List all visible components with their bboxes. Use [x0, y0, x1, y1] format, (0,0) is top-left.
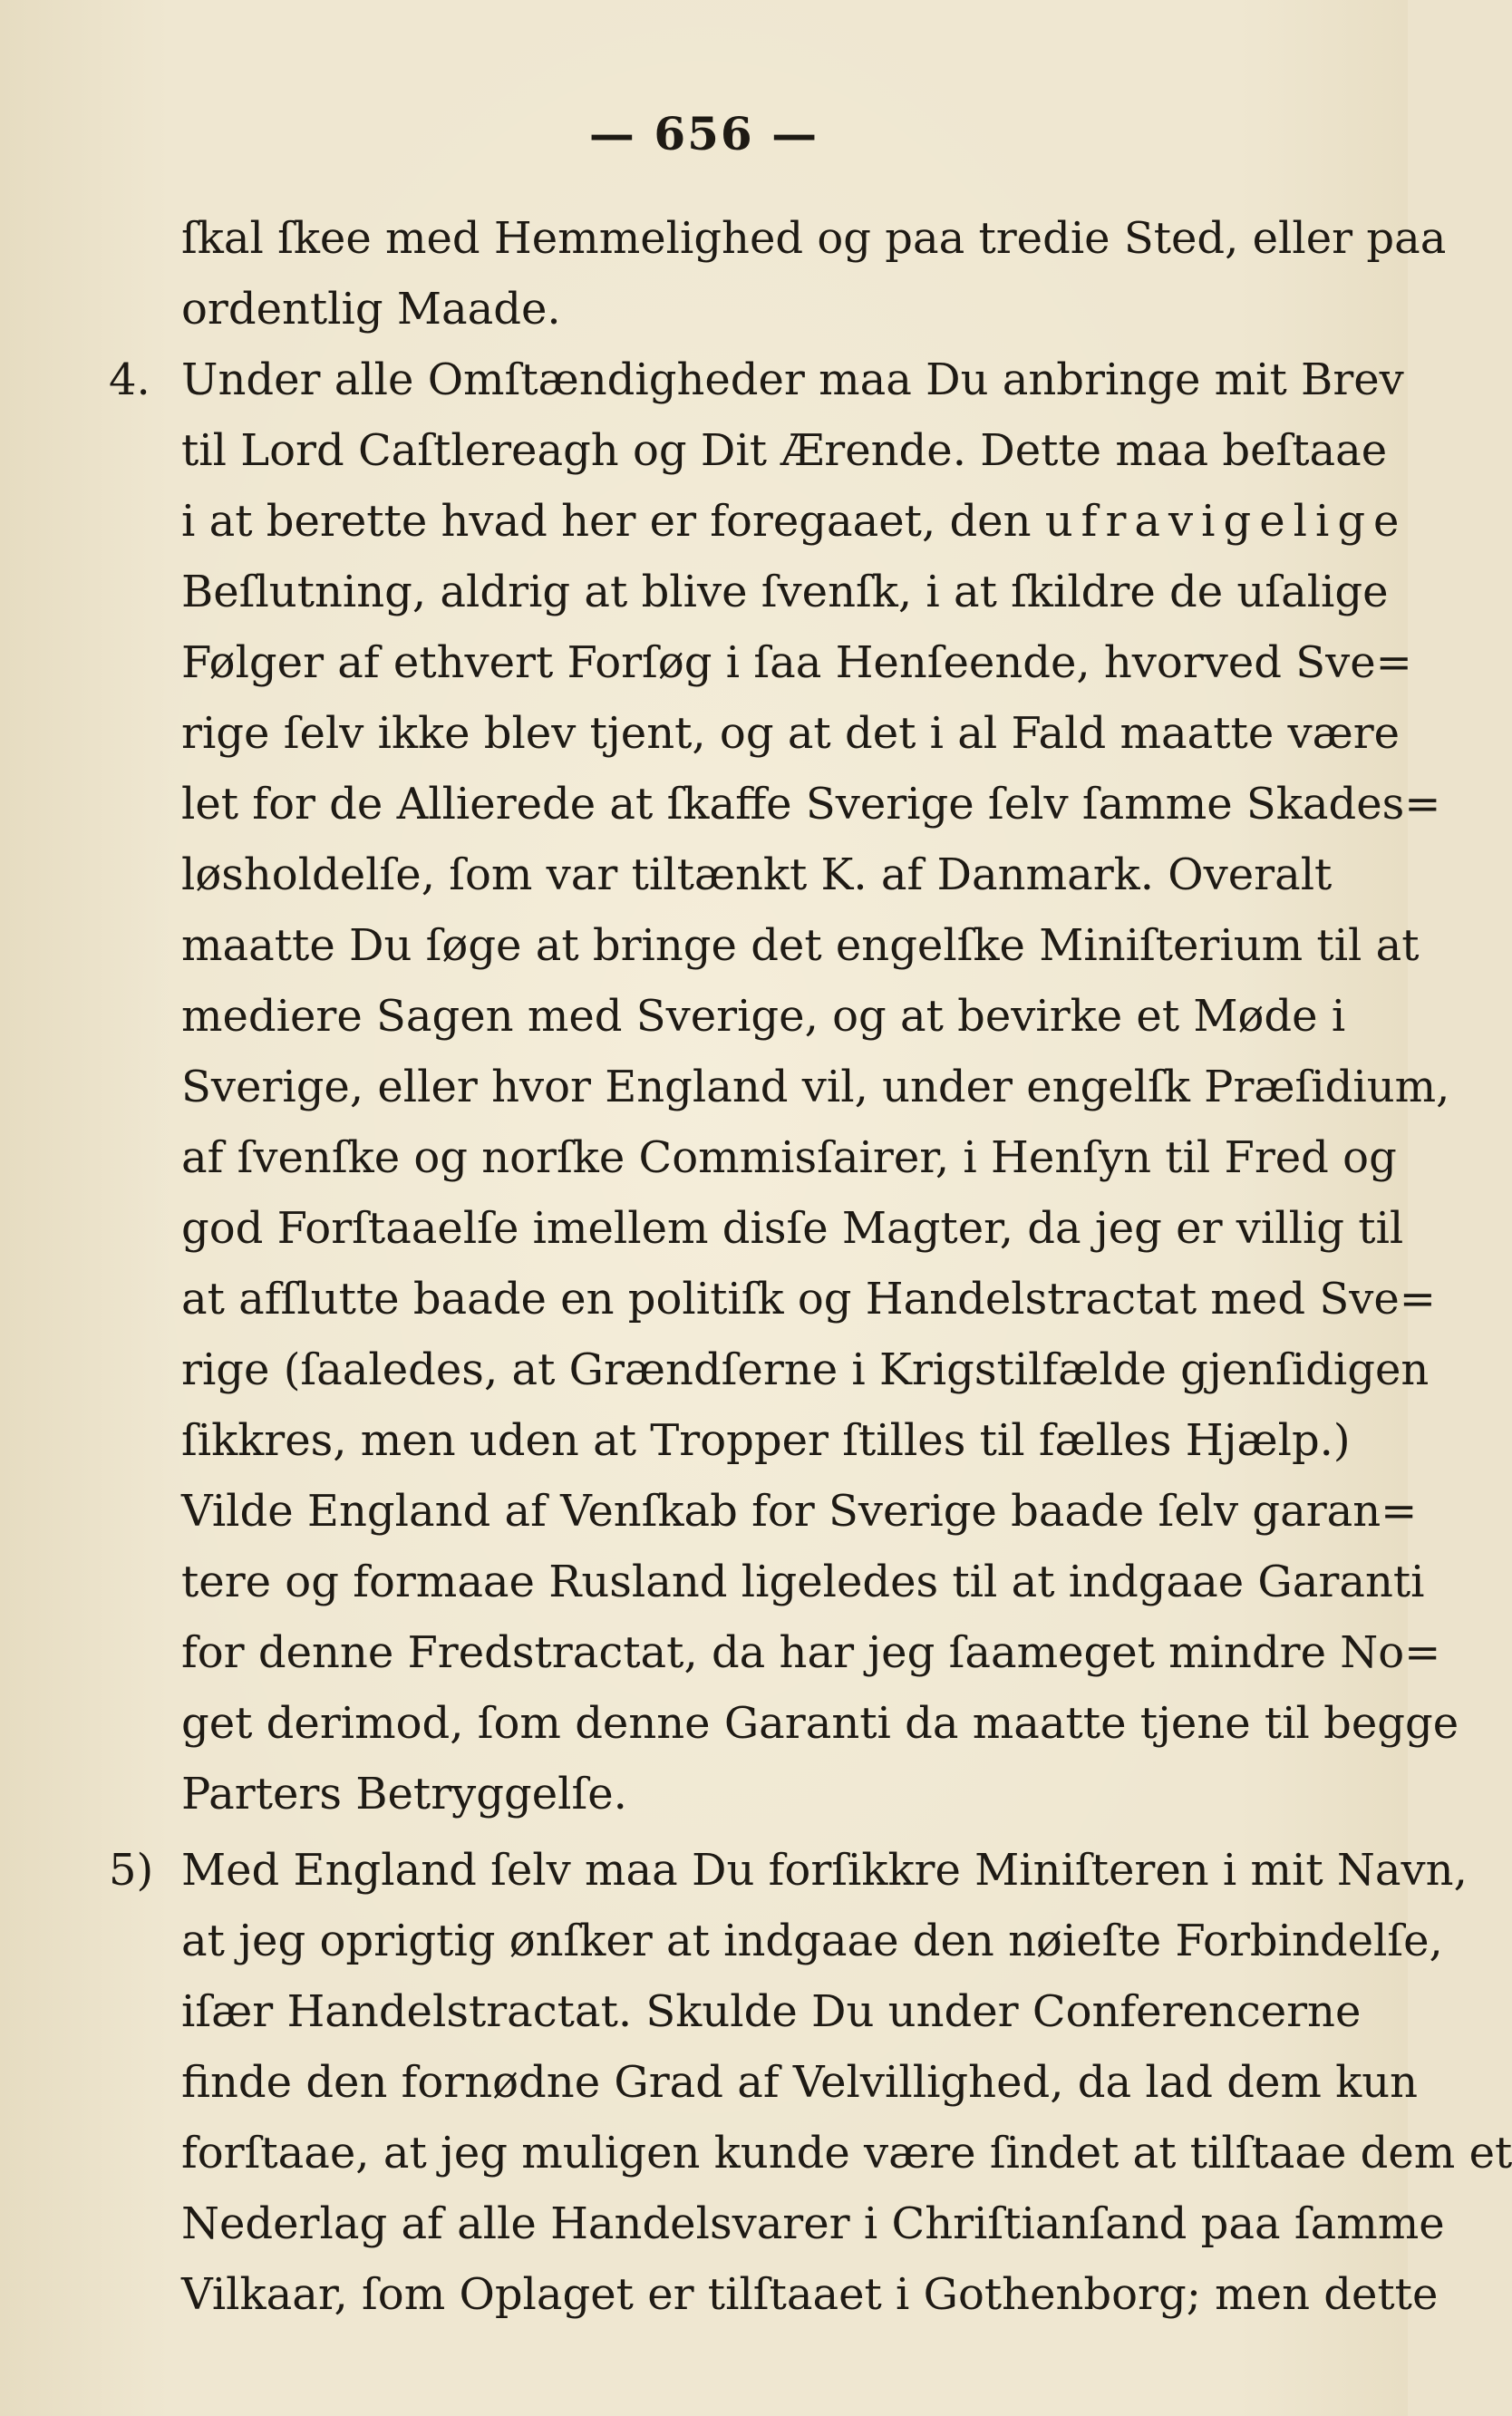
text-line-19: Vilde England af Venſkab for Sverige baade ſelv garan=: [181, 1486, 1418, 1537]
text-line-30: Vilkaar, ſom Oplaget er tilſtaaet i Gothenborg; men dette: [181, 2269, 1439, 2320]
text-line-21: for denne Fredstractat, da har jeg ſaameget mindre No=: [181, 1627, 1441, 1678]
text-line-20: tere og formaae Rusland ligeledes til at indgaae Garanti: [181, 1557, 1425, 1607]
text-line-29: Nederlag af alle Handelsvarer i Chriſtianſand paa ſamme: [181, 2198, 1445, 2249]
emphasized-word: ufravigelige: [1044, 496, 1408, 547]
text-line-9: let for de Allierede at ſkaffe Sverige ſelv ſamme Skades=: [181, 779, 1441, 830]
text-line-11: maatte Du ſøge at bringe det engelſke Miniſterium til at: [181, 920, 1420, 971]
text-line-27: finde den fornødne Grad af Velvillighed, da lad dem kun: [181, 2057, 1419, 2108]
text-line-5-lead: i at berette hvad her er foregaaet, den: [181, 496, 1032, 547]
text-line-17: rige (ſaaledes, at Grændſerne i Krigstilfælde gjenſidigen: [181, 1344, 1430, 1395]
text-line-10: løsholdelſe, ſom var tiltænkt K. af Danmark. Overalt: [181, 849, 1333, 900]
item-number-5: 5): [109, 1845, 154, 1896]
text-line-7: Følger af ethvert Forſøg i ſaa Henſeende, hvorved Sve=: [181, 637, 1412, 688]
text-line-6: Beſlutning, aldrig at blive ſvenſk, i at ſkildre de uſalige: [181, 567, 1389, 617]
text-line-1: ſkal ſkee med Hemmelighed og paa tredie Sted, eller paa: [181, 213, 1447, 264]
text-line-22: get derimod, ſom denne Garanti da maatte tjene til begge: [181, 1698, 1459, 1749]
text-line-18: ſikkres, men uden at Tropper ſtilles til fælles Hjælp.): [181, 1415, 1351, 1466]
text-line-28: forſtaae, at jeg muligen kunde være ſindet at tilſtaae dem et: [181, 2128, 1512, 2178]
text-line-3: Under alle Omſtændigheder maa Du anbringe mit Brev: [181, 354, 1404, 405]
text-line-5: [181, 486, 1408, 557]
text-line-4: til Lord Caſtlereagh og Dit Ærende. Dette maa beſtaae: [181, 425, 1388, 476]
text-line-16: at afſlutte baade en politiſk og Handelstractat med Sve=: [181, 1274, 1436, 1324]
text-line-13: Sverige, eller hvor England vil, under engelſk Præſidium,: [181, 1062, 1450, 1112]
text-line-26: iſær Handelstractat. Skulde Du under Conferencerne: [181, 1986, 1362, 2037]
text-line-25: at jeg oprigtig ønſker at indgaae den nøieſte Forbindelſe,: [181, 1916, 1443, 1966]
text-line-14: af ſvenſke og norſke Commisſairer, i Henſyn til Fred og: [181, 1132, 1397, 1183]
text-line-2: ordentlig Maade.: [181, 284, 561, 335]
page-number: — 656 —: [588, 107, 819, 160]
text-line-12: mediere Sagen med Sverige, og at bevirke et Møde i: [181, 991, 1346, 1042]
text-line-8: rige ſelv ikke blev tjent, og at det i al Fald maatte være: [181, 708, 1401, 759]
text-line-23: Parters Betryggelſe.: [181, 1769, 627, 1819]
text-line-15: god Forſtaaelſe imellem disſe Magter, da jeg er villig til: [181, 1203, 1404, 1254]
text-line-24: Med England ſelv maa Du forſikkre Miniſteren i mit Navn,: [181, 1845, 1468, 1896]
item-number-4: 4.: [109, 354, 150, 405]
